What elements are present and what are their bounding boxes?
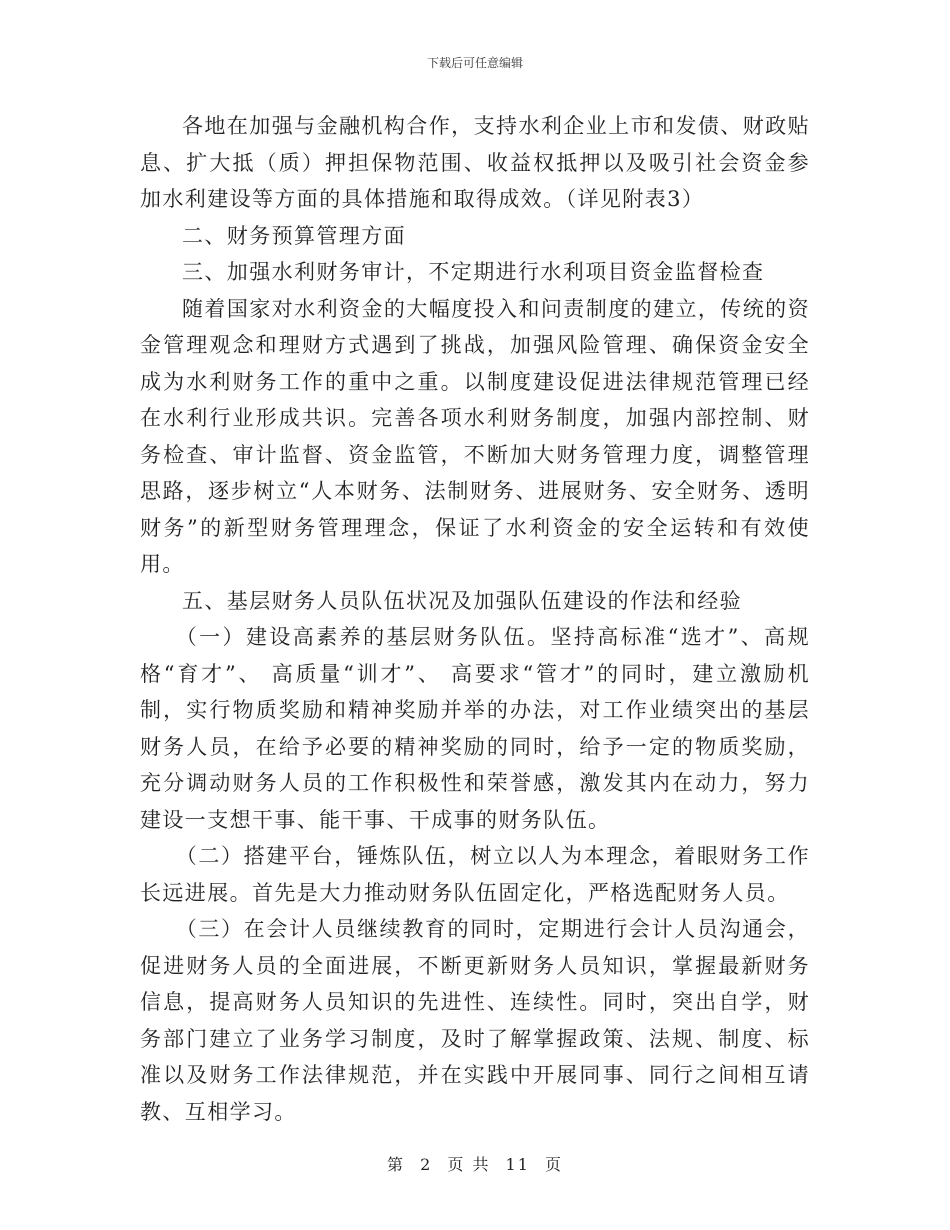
footer-total-pages: 11 <box>505 1155 530 1174</box>
page-header-note: 下载后可任意编辑 <box>426 56 523 70</box>
footer-prefix: 第 <box>386 1155 405 1174</box>
heading-financial-audit: 三、加强水利财务审计，不定期进行水利项目资金监督检查 <box>182 260 765 284</box>
document-body <box>140 108 810 1130</box>
heading-staff-building: 五、基层财务人员队伍状况及加强队伍建设的作法和经验 <box>182 588 742 613</box>
paragraph-audit-details: 随着国家对水利资金的大幅度投入和问责制度的建立，传统的资金管理观念和理财方式遇到了挑战，加强风险管理、确保资金安全成为水利财务工作的重中之重。以制度建设促进法律规范管理已经在水利行业形成共识。完善各项水利财务制度，加强内部控制、财务检查、审计监督、资金监管，不断加大财务管理力度，调整管理思路，逐步树立“人本财务、法制财务、进展财务、安全财务、透明财务”的新型财务管理理念，保证了水利资金的安全运转和有效使用。 <box>140 296 810 576</box>
footer-page-number: 2 <box>420 1155 433 1174</box>
paragraph-financing-measures: 各地在加强与金融机构合作，支持水利企业上市和发债、财政贴息、扩大抵（质）押担保物范围、收益权抵押以及吸引社会资金参加水利建设等方面的具体措施和取得成效。（详见附表3） <box>140 114 810 211</box>
paragraph-staff-item-1: （一）建设高素养的基层财务队伍。坚持高标准“选才”、高规格“育才”、 高质量“训才”、 高要求“管才”的同时，建立激励机制，实行物质奖励和精神奖励并举的办法，对工作业绩突出的基层财务人员，在给予必要的精神奖励的同时，给予一定的物质奖励，充分调动财务人员的工作积极性和荣誉感，激发其内在动力，努力建设一支想干事、能干事、干成事的财务队伍。 <box>140 625 810 832</box>
paragraph-staff-item-2: （二）搭建平台，锤炼队伍，树立以人为本理念，着眼财务工作长远进展。首先是大力推动财务队伍固定化，严格选配财务人员。 <box>140 844 810 905</box>
heading-budget-management: 二、财务预算管理方面 <box>182 223 406 248</box>
paragraph-staff-item-3: （三）在会计人员继续教育的同时，定期进行会计人员沟通会，促进财务人员的全面进展，不断更新财务人员知识，掌握最新财务信息，提高财务人员知识的先进性、连续性。同时，突出自学，财务部门建立了业务学习制度，及时了解掌握政策、法规、制度、标准以及财务工作法律规范，并在实践中开展同事、同行之间相互请教、互相学习。 <box>140 917 810 1124</box>
footer-middle: 页 共 <box>447 1155 491 1174</box>
page-footer <box>0 1152 950 1175</box>
footer-suffix: 页 <box>545 1155 564 1174</box>
